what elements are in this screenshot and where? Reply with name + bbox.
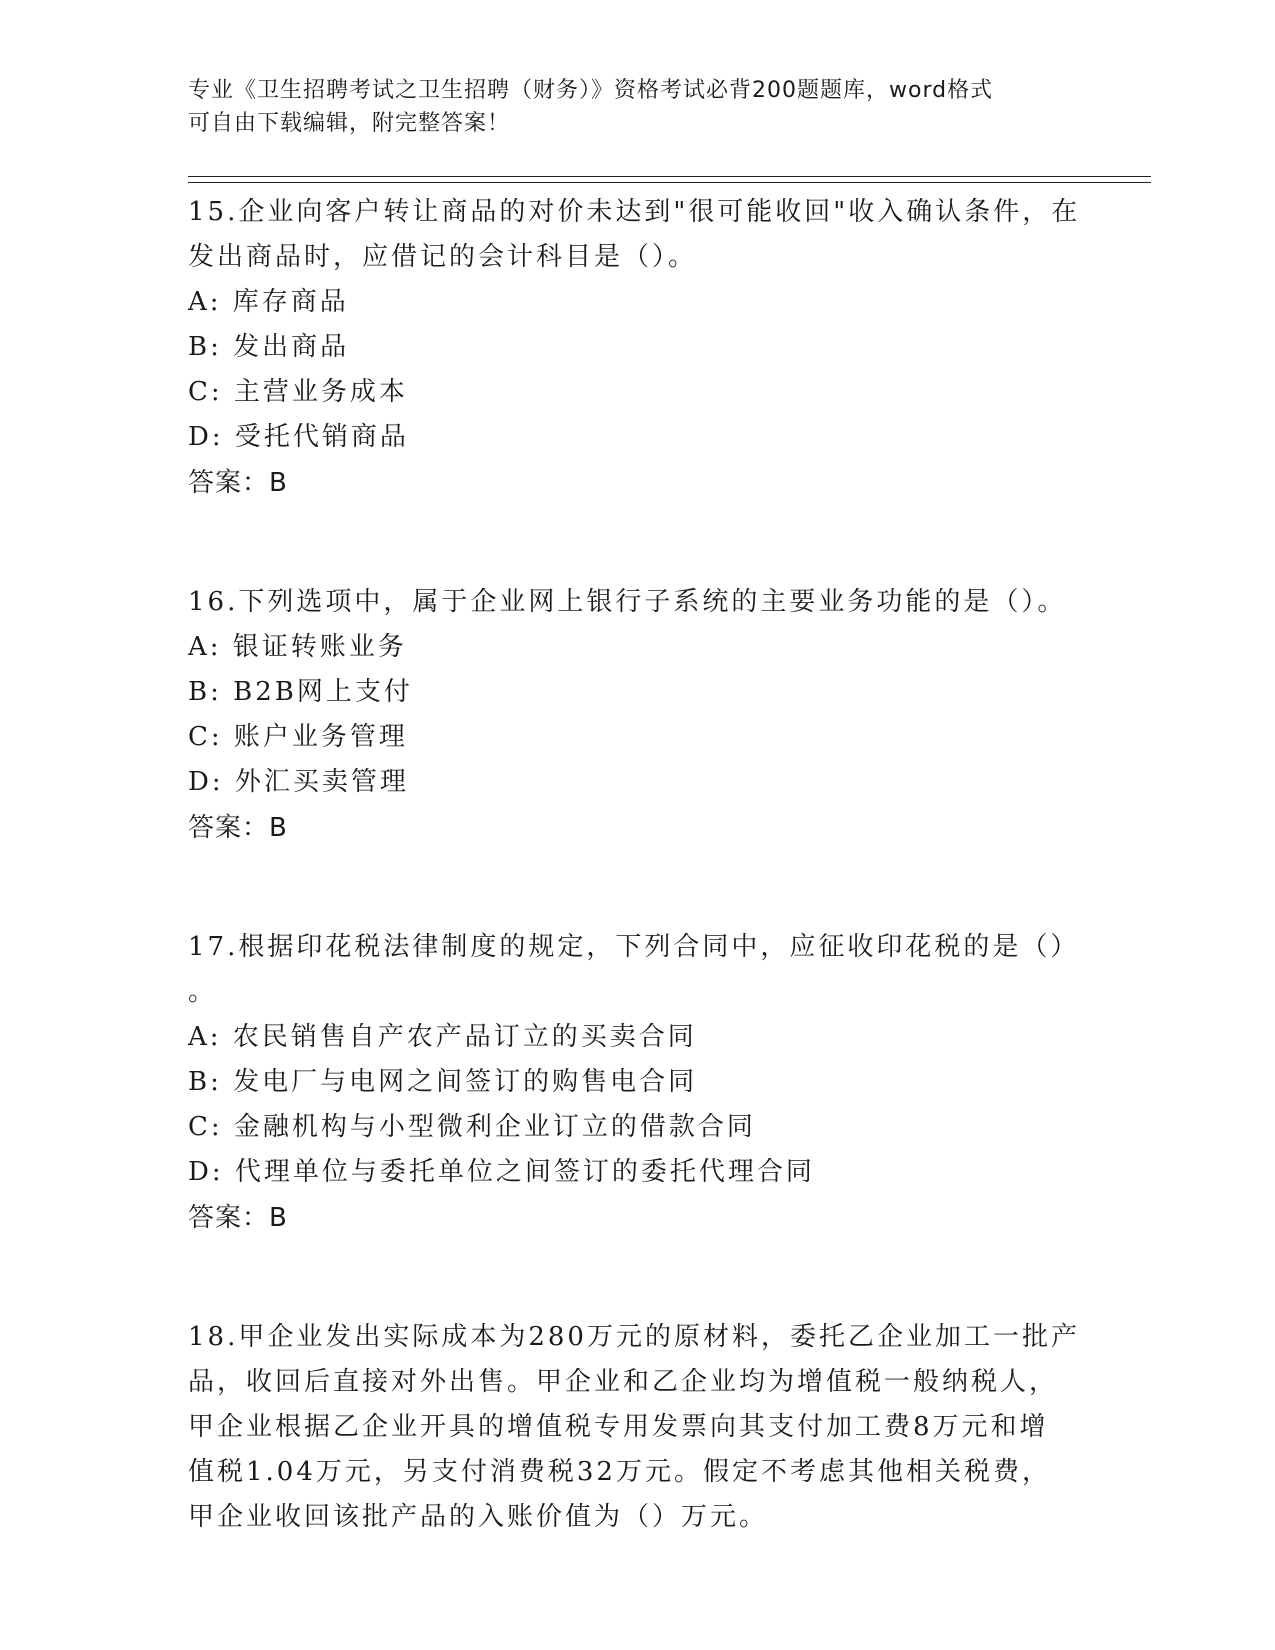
stem-line: 发出商品时，应借记的会计科目是（）。	[188, 242, 698, 272]
stem-line: 甲企业根据乙企业开具的增值税专用发票向其支付加工费8万元和增	[188, 1412, 1049, 1442]
question-list	[188, 190, 1088, 1613]
question-15	[188, 190, 1088, 507]
answer-line: 答案：B	[188, 813, 288, 843]
option-d: D: 受托代销商品	[188, 422, 409, 452]
option-b: B: B2B网上支付	[188, 677, 413, 707]
question-16	[188, 580, 1088, 852]
header-line-1: 专业《卫生招聘考试之卫生招聘（财务）》资格考试必背200题题库，word格式	[188, 78, 994, 103]
option-a: A: 银证转账业务	[188, 632, 407, 662]
stem-line: 18.甲企业发出实际成本为280万元的原材料，委托乙企业加工一批产	[188, 1322, 1080, 1352]
option-d: D: 外汇买卖管理	[188, 767, 409, 797]
document-header	[188, 74, 1088, 140]
option-a: A: 库存商品	[188, 287, 349, 317]
option-d: D: 代理单位与委托单位之间签订的委托代理合同	[188, 1157, 815, 1187]
stem-line: 。	[188, 977, 218, 1007]
header-divider-top	[188, 176, 1151, 177]
option-c: C: 账户业务管理	[188, 722, 408, 752]
question-stem	[188, 1315, 1088, 1540]
stem-line: 16.下列选项中，属于企业网上银行子系统的主要业务功能的是（）。	[188, 587, 1067, 617]
option-c: C: 金融机构与小型微利企业订立的借款合同	[188, 1112, 756, 1142]
question-17	[188, 925, 1088, 1242]
stem-line: 值税1.04万元，另支付消费税32万元。假定不考虑其他相关税费，	[188, 1457, 1051, 1487]
question-18	[188, 1315, 1088, 1540]
header-line-2: 可自由下载编辑，附完整答案！	[188, 111, 511, 136]
question-stem	[188, 190, 1088, 280]
stem-line: 15.企业向客户转让商品的对价未达到"很可能收回"收入确认条件，在	[188, 197, 1081, 227]
header-divider-bottom	[188, 182, 1151, 183]
question-stem	[188, 925, 1088, 1015]
stem-line: 甲企业收回该批产品的入账价值为（）万元。	[188, 1502, 769, 1532]
option-c: C: 主营业务成本	[188, 377, 408, 407]
answer-line: 答案：B	[188, 468, 288, 498]
stem-line: 品，收回后直接对外出售。甲企业和乙企业均为增值税一般纳税人，	[188, 1367, 1059, 1397]
stem-line: 17.根据印花税法律制度的规定，下列合同中，应征收印花税的是（）	[188, 932, 1080, 962]
option-a: A: 农民销售自产农产品订立的买卖合同	[188, 1022, 697, 1052]
answer-line: 答案：B	[188, 1203, 288, 1233]
question-stem	[188, 580, 1088, 625]
option-b: B: 发电厂与电网之间签订的购售电合同	[188, 1067, 698, 1097]
option-b: B: 发出商品	[188, 332, 350, 362]
